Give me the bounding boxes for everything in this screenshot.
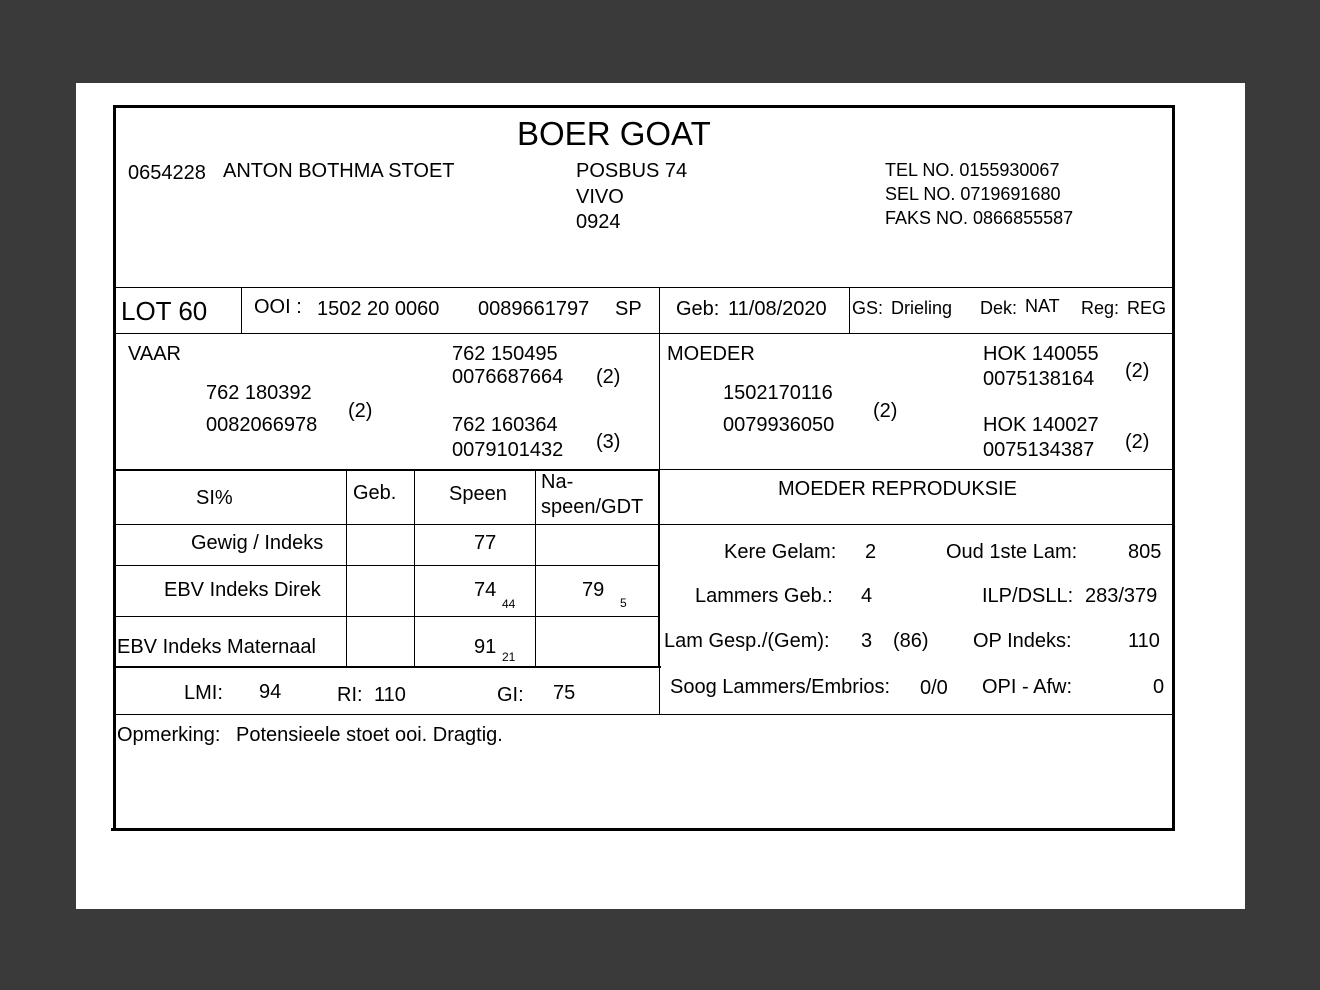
moeder-dam-id: HOK 140027 <box>983 414 1099 436</box>
gs-label: GS: <box>852 298 884 318</box>
op-indeks-value: 110 <box>1128 630 1160 652</box>
rule-pedigree-left <box>116 469 659 471</box>
oud-label: Oud 1ste Lam: <box>946 541 1078 563</box>
speen-header: Speen <box>449 483 507 505</box>
ooi-type: SP <box>615 298 642 320</box>
ooi-id: 1502 20 0060 <box>317 298 440 320</box>
ilp-label: ILP/DSLL: <box>982 585 1074 607</box>
rule-header-bottom <box>116 287 1172 288</box>
faks-number: FAKS NO. 0866855587 <box>885 208 1074 228</box>
row-gewig-label: Gewig / Indeks <box>191 532 324 554</box>
rule-si-col1 <box>346 469 347 667</box>
ooi-number: 0089661797 <box>478 298 590 320</box>
rule-si-bottom <box>116 666 661 668</box>
frame-bottom <box>111 828 1175 831</box>
vaar-id: 762 180392 <box>206 382 312 404</box>
rule-gs-divider <box>849 287 850 333</box>
rule-lot-bottom <box>116 333 1172 334</box>
address-line-1: POSBUS 74 <box>576 160 688 182</box>
lmi-label: LMI: <box>184 682 223 704</box>
lot-number: LOT 60 <box>121 296 208 326</box>
rule-si-row2 <box>116 616 659 617</box>
rule-indices-bottom <box>116 714 1172 715</box>
row-maternaal-speen-sub: 21 <box>502 650 516 664</box>
vaar-label: VAAR <box>128 343 181 365</box>
rule-si-col2 <box>414 469 415 667</box>
repro-title: MOEDER REPRODUKSIE <box>778 478 1017 500</box>
ooi-label: OOI : <box>254 296 302 318</box>
dek-value: NAT <box>1025 296 1060 316</box>
op-indeks-label: OP Indeks: <box>973 630 1072 652</box>
soog-value: 0/0 <box>920 677 948 699</box>
soog-label: Soog Lammers/Embrios: <box>670 676 891 698</box>
row-direk-speen-sub: 44 <box>502 597 516 611</box>
remark-label: Opmerking: <box>117 724 221 746</box>
vaar-dam-count: (3) <box>596 431 621 453</box>
reg-value: REG <box>1127 298 1167 318</box>
rule-center-thick <box>658 469 660 668</box>
lmi-value: 94 <box>259 681 282 703</box>
vaar-dam-number: 0079101432 <box>452 439 564 461</box>
vaar-count: (2) <box>348 400 373 422</box>
vaar-sire-id: 762 150495 <box>452 343 558 365</box>
rule-pedigree-right <box>660 469 1172 470</box>
geb-header: Geb. <box>353 482 397 504</box>
moeder-count: (2) <box>873 400 898 422</box>
moeder-sire-count: (2) <box>1125 360 1150 382</box>
vaar-dam-id: 762 160364 <box>452 414 558 436</box>
kere-gelam-label: Kere Gelam: <box>724 541 837 563</box>
row-maternaal-label: EBV Indeks Maternaal <box>117 636 316 658</box>
geb-label: Geb: <box>676 298 720 320</box>
row-direk-label: EBV Indeks Direk <box>164 579 321 601</box>
gi-label: GI: <box>497 684 524 706</box>
dek-label: Dek: <box>980 298 1018 318</box>
moeder-label: MOEDER <box>667 343 755 365</box>
tel-number: TEL NO. 0155930067 <box>885 160 1060 180</box>
gi-value: 75 <box>553 682 576 704</box>
opi-afw-label: OPI - Afw: <box>982 676 1073 698</box>
address-line-2: VIVO <box>576 186 624 208</box>
ri-label: RI: <box>337 684 363 706</box>
moeder-number: 0079936050 <box>723 414 835 436</box>
frame-left <box>113 105 116 831</box>
rule-lot-divider <box>241 287 242 333</box>
member-number: 0654228 <box>128 162 206 184</box>
address-line-3: 0924 <box>576 211 621 233</box>
kere-gelam-value: 2 <box>865 541 877 563</box>
opi-afw-value: 0 <box>1153 676 1165 698</box>
frame-top <box>113 105 1175 108</box>
moeder-dam-number: 0075134387 <box>983 439 1095 461</box>
frame-right <box>1172 105 1175 831</box>
lam-gesp-value: 3 <box>861 630 873 652</box>
ri-value: 110 <box>374 684 406 706</box>
moeder-sire-id: HOK 140055 <box>983 343 1099 365</box>
oud-value: 805 <box>1128 541 1162 563</box>
reg-label: Reg: <box>1081 298 1120 318</box>
remark-text: Potensieele stoet ooi. Dragtig. <box>236 724 503 746</box>
lammers-geb-value: 4 <box>861 585 873 607</box>
ilp-value: 283/379 <box>1085 585 1158 607</box>
naspeen-header-line1: Na- <box>541 471 574 493</box>
gs-value: Drieling <box>891 298 953 318</box>
row-direk-speen: 74 <box>474 579 497 601</box>
vaar-number: 0082066978 <box>206 414 318 436</box>
naspeen-header-line2: speen/GDT <box>541 496 644 518</box>
geb-date: 11/08/2020 <box>728 298 827 320</box>
moeder-dam-count: (2) <box>1125 431 1150 453</box>
lam-gesp-label: Lam Gesp./(Gem): <box>664 630 830 652</box>
rule-si-row1 <box>116 565 659 566</box>
vaar-sire-count: (2) <box>596 366 621 388</box>
row-direk-naspeen: 79 <box>582 579 605 601</box>
lam-gesp-gem-value: (86) <box>893 630 929 652</box>
moeder-sire-number: 0075138164 <box>983 368 1095 390</box>
sel-number: SEL NO. 0719691680 <box>885 184 1061 204</box>
row-direk-naspeen-sub: 5 <box>620 596 627 610</box>
moeder-id: 1502170116 <box>723 382 833 404</box>
rule-si-header-bottom <box>116 524 1172 525</box>
si-header: SI% <box>196 487 233 509</box>
row-maternaal-speen: 91 <box>474 636 497 658</box>
lot-card <box>76 83 1245 909</box>
lammers-geb-label: Lammers Geb.: <box>695 585 833 607</box>
breeder-name: ANTON BOTHMA STOET <box>223 160 455 182</box>
card-title: BOER GOAT <box>517 115 711 152</box>
row-gewig-speen: 77 <box>474 532 497 554</box>
rule-si-col3 <box>535 469 536 667</box>
vaar-sire-number: 0076687664 <box>452 366 564 388</box>
